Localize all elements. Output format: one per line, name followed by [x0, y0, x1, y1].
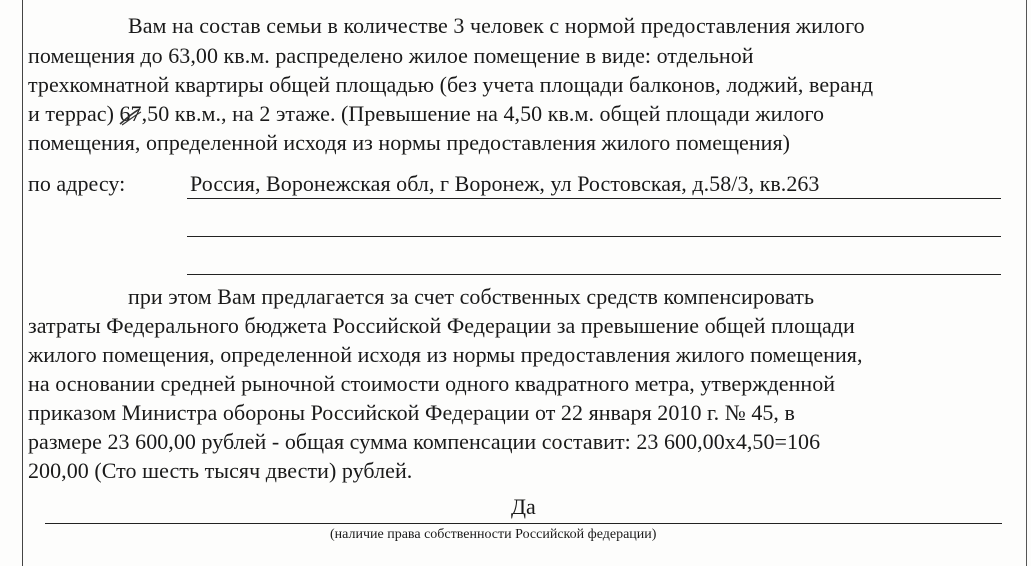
- paragraph2-line-6: размере 23 600,00 рублей - общая сумма компенсации составит: 23 600,00x4,50=106: [28, 429, 821, 454]
- paragraph1-line-2: помещения до 63,00 кв.м. распределено жилое помещение в виде: отдельной: [28, 43, 754, 68]
- paragraph1-line-4: и террас) 67,50 кв.м., на 2 этаже. (Превышение на 4,50 кв.м. общей площади жилого: [28, 101, 825, 126]
- paragraph2-line-2: затраты Федерального бюджета Российской Федерации за превышение общей площади: [28, 313, 855, 338]
- paragraph1-line-3: трехкомнатной квартиры общей площадью (без учета площади балконов, лоджий, веранд: [28, 72, 874, 97]
- paragraph1-line-5: помещения, определенной исходя из нормы предоставления жилого помещения): [28, 130, 791, 155]
- address-label: по адресу:: [28, 171, 126, 196]
- paragraph2-line-5: приказом Министра обороны Российской Федерации от 22 января 2010 г. № 45, в: [28, 400, 795, 425]
- address-value: Россия, Воронежская обл, г Воронеж, ул Ростовская, д.58/3, кв.263: [190, 171, 820, 196]
- ownership-caption: (наличие права собственности Российской федерации): [330, 527, 657, 542]
- page-border-left: [22, 0, 23, 566]
- paragraph2-line-7: 200,00 (Сто шесть тысяч двести) рублей.: [28, 458, 413, 483]
- address-underline-2: [187, 236, 1001, 237]
- ownership-underline: [45, 523, 1002, 524]
- paragraph2-line-3: жилого помещения, определенной исходя из нормы предоставления жилого помещения,: [28, 342, 863, 367]
- address-underline-1: [187, 198, 1001, 199]
- address-underline-3: [187, 274, 1001, 275]
- paragraph1-line-1: Вам на состав семьи в количестве 3 человек с нормой предоставления жилого: [128, 13, 865, 38]
- paragraph2-line-4: на основании средней рыночной стоимости одного квадратного метра, утвержденной: [28, 371, 836, 396]
- page-border-right: [1026, 0, 1027, 566]
- ownership-value: Да: [511, 494, 536, 519]
- paragraph2-line-1: при этом Вам предлагается за счет собственных средств компенсировать: [128, 284, 815, 309]
- handwritten-correction-mark: [118, 107, 142, 127]
